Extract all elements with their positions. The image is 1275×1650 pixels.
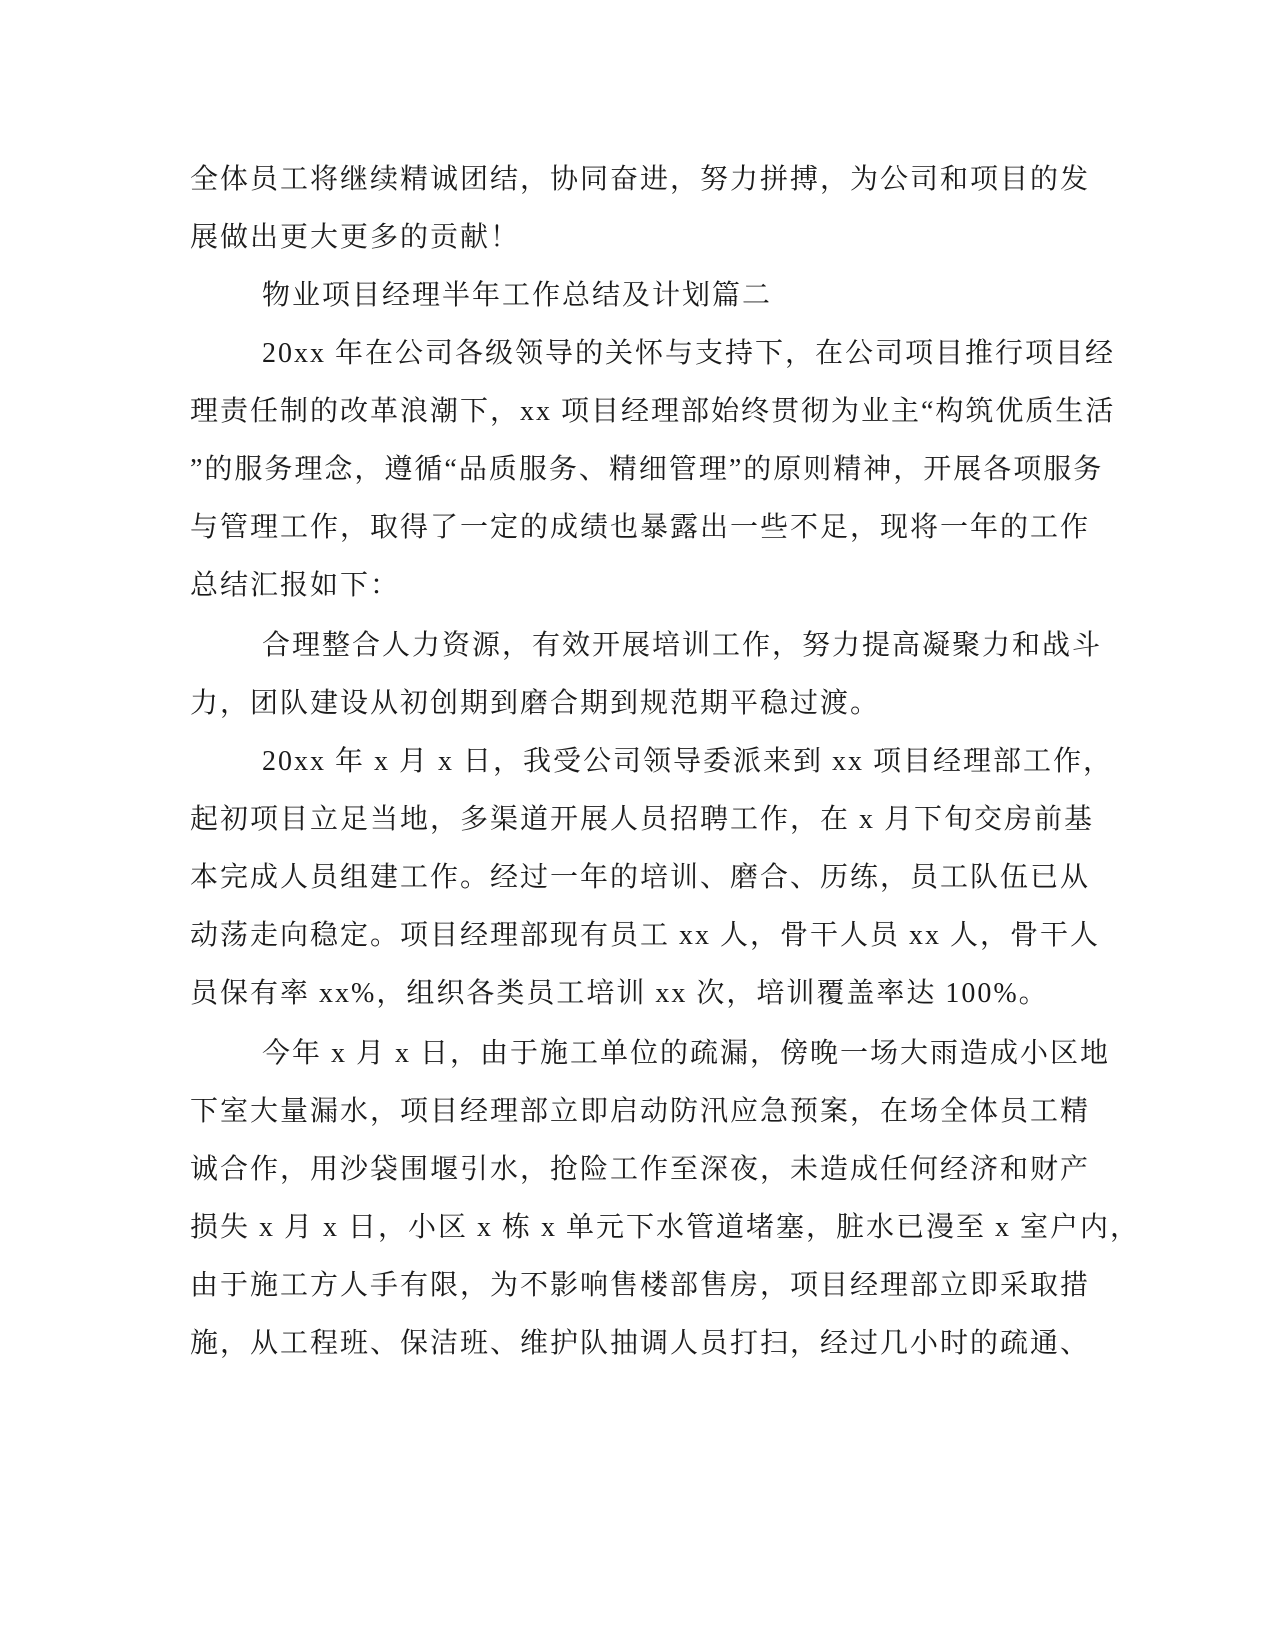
paragraph-line: 理责任制的改革浪潮下，xx 项目经理部始终贯彻为业主“构筑优质生活 bbox=[190, 396, 1116, 427]
paragraph-line: 20xx 年在公司各级领导的关怀与支持下，在公司项目推行项目经 bbox=[262, 338, 1116, 369]
paragraph-line: 总结汇报如下： bbox=[190, 570, 401, 601]
section-title: 物业项目经理半年工作总结及计划篇二 bbox=[262, 280, 773, 311]
paragraph-line: 今年 x 月 x 日，由于施工单位的疏漏，傍晚一场大雨造成小区地 bbox=[262, 1038, 1111, 1069]
paragraph-line: 诚合作，用沙袋围堰引水，抢险工作至深夜，未造成任何经济和财产 bbox=[190, 1154, 1091, 1185]
paragraph-line: 损失 x 月 x 日，小区 x 栋 x 单元下水管道堵塞，脏水已漫至 x 室户内， bbox=[190, 1212, 1141, 1243]
paragraph-line: 由于施工方人手有限，为不影响售楼部售房，项目经理部立即采取措 bbox=[190, 1270, 1091, 1301]
paragraph-line: 与管理工作，取得了一定的成绩也暴露出一些不足，现将一年的工作 bbox=[190, 512, 1091, 543]
paragraph-line: 施，从工程班、保洁班、维护队抽调人员打扫，经过几小时的疏通、 bbox=[190, 1328, 1091, 1359]
paragraph-line: 力，团队建设从初创期到磨合期到规范期平稳过渡。 bbox=[190, 688, 881, 719]
paragraph-line: 20xx 年 x 月 x 日，我受公司领导委派来到 xx 项目经理部工作， bbox=[262, 746, 1114, 777]
paragraph-line: 起初项目立足当地，多渠道开展人员招聘工作，在 x 月下旬交房前基 bbox=[190, 804, 1095, 835]
paragraph-line: 展做出更大更多的贡献！ bbox=[190, 222, 521, 253]
paragraph-line: 员保有率 xx%，组织各类员工培训 xx 次，培训覆盖率达 100%。 bbox=[190, 978, 1049, 1009]
paragraph-line: ”的服务理念，遵循“品质服务、精细管理”的原则精神，开展各项服务 bbox=[190, 454, 1104, 485]
paragraph-line: 下室大量漏水，项目经理部立即启动防汛应急预案，在场全体员工精 bbox=[190, 1096, 1091, 1127]
paragraph-line: 动荡走向稳定。项目经理部现有员工 xx 人，骨干人员 xx 人，骨干人 bbox=[190, 920, 1101, 951]
paragraph-line: 合理整合人力资源，有效开展培训工作，努力提高凝聚力和战斗 bbox=[262, 630, 1103, 661]
paragraph-line: 本完成人员组建工作。经过一年的培训、磨合、历练，员工队伍已从 bbox=[190, 862, 1091, 893]
paragraph-line: 全体员工将继续精诚团结，协同奋进，努力拼搏，为公司和项目的发 bbox=[190, 164, 1091, 195]
